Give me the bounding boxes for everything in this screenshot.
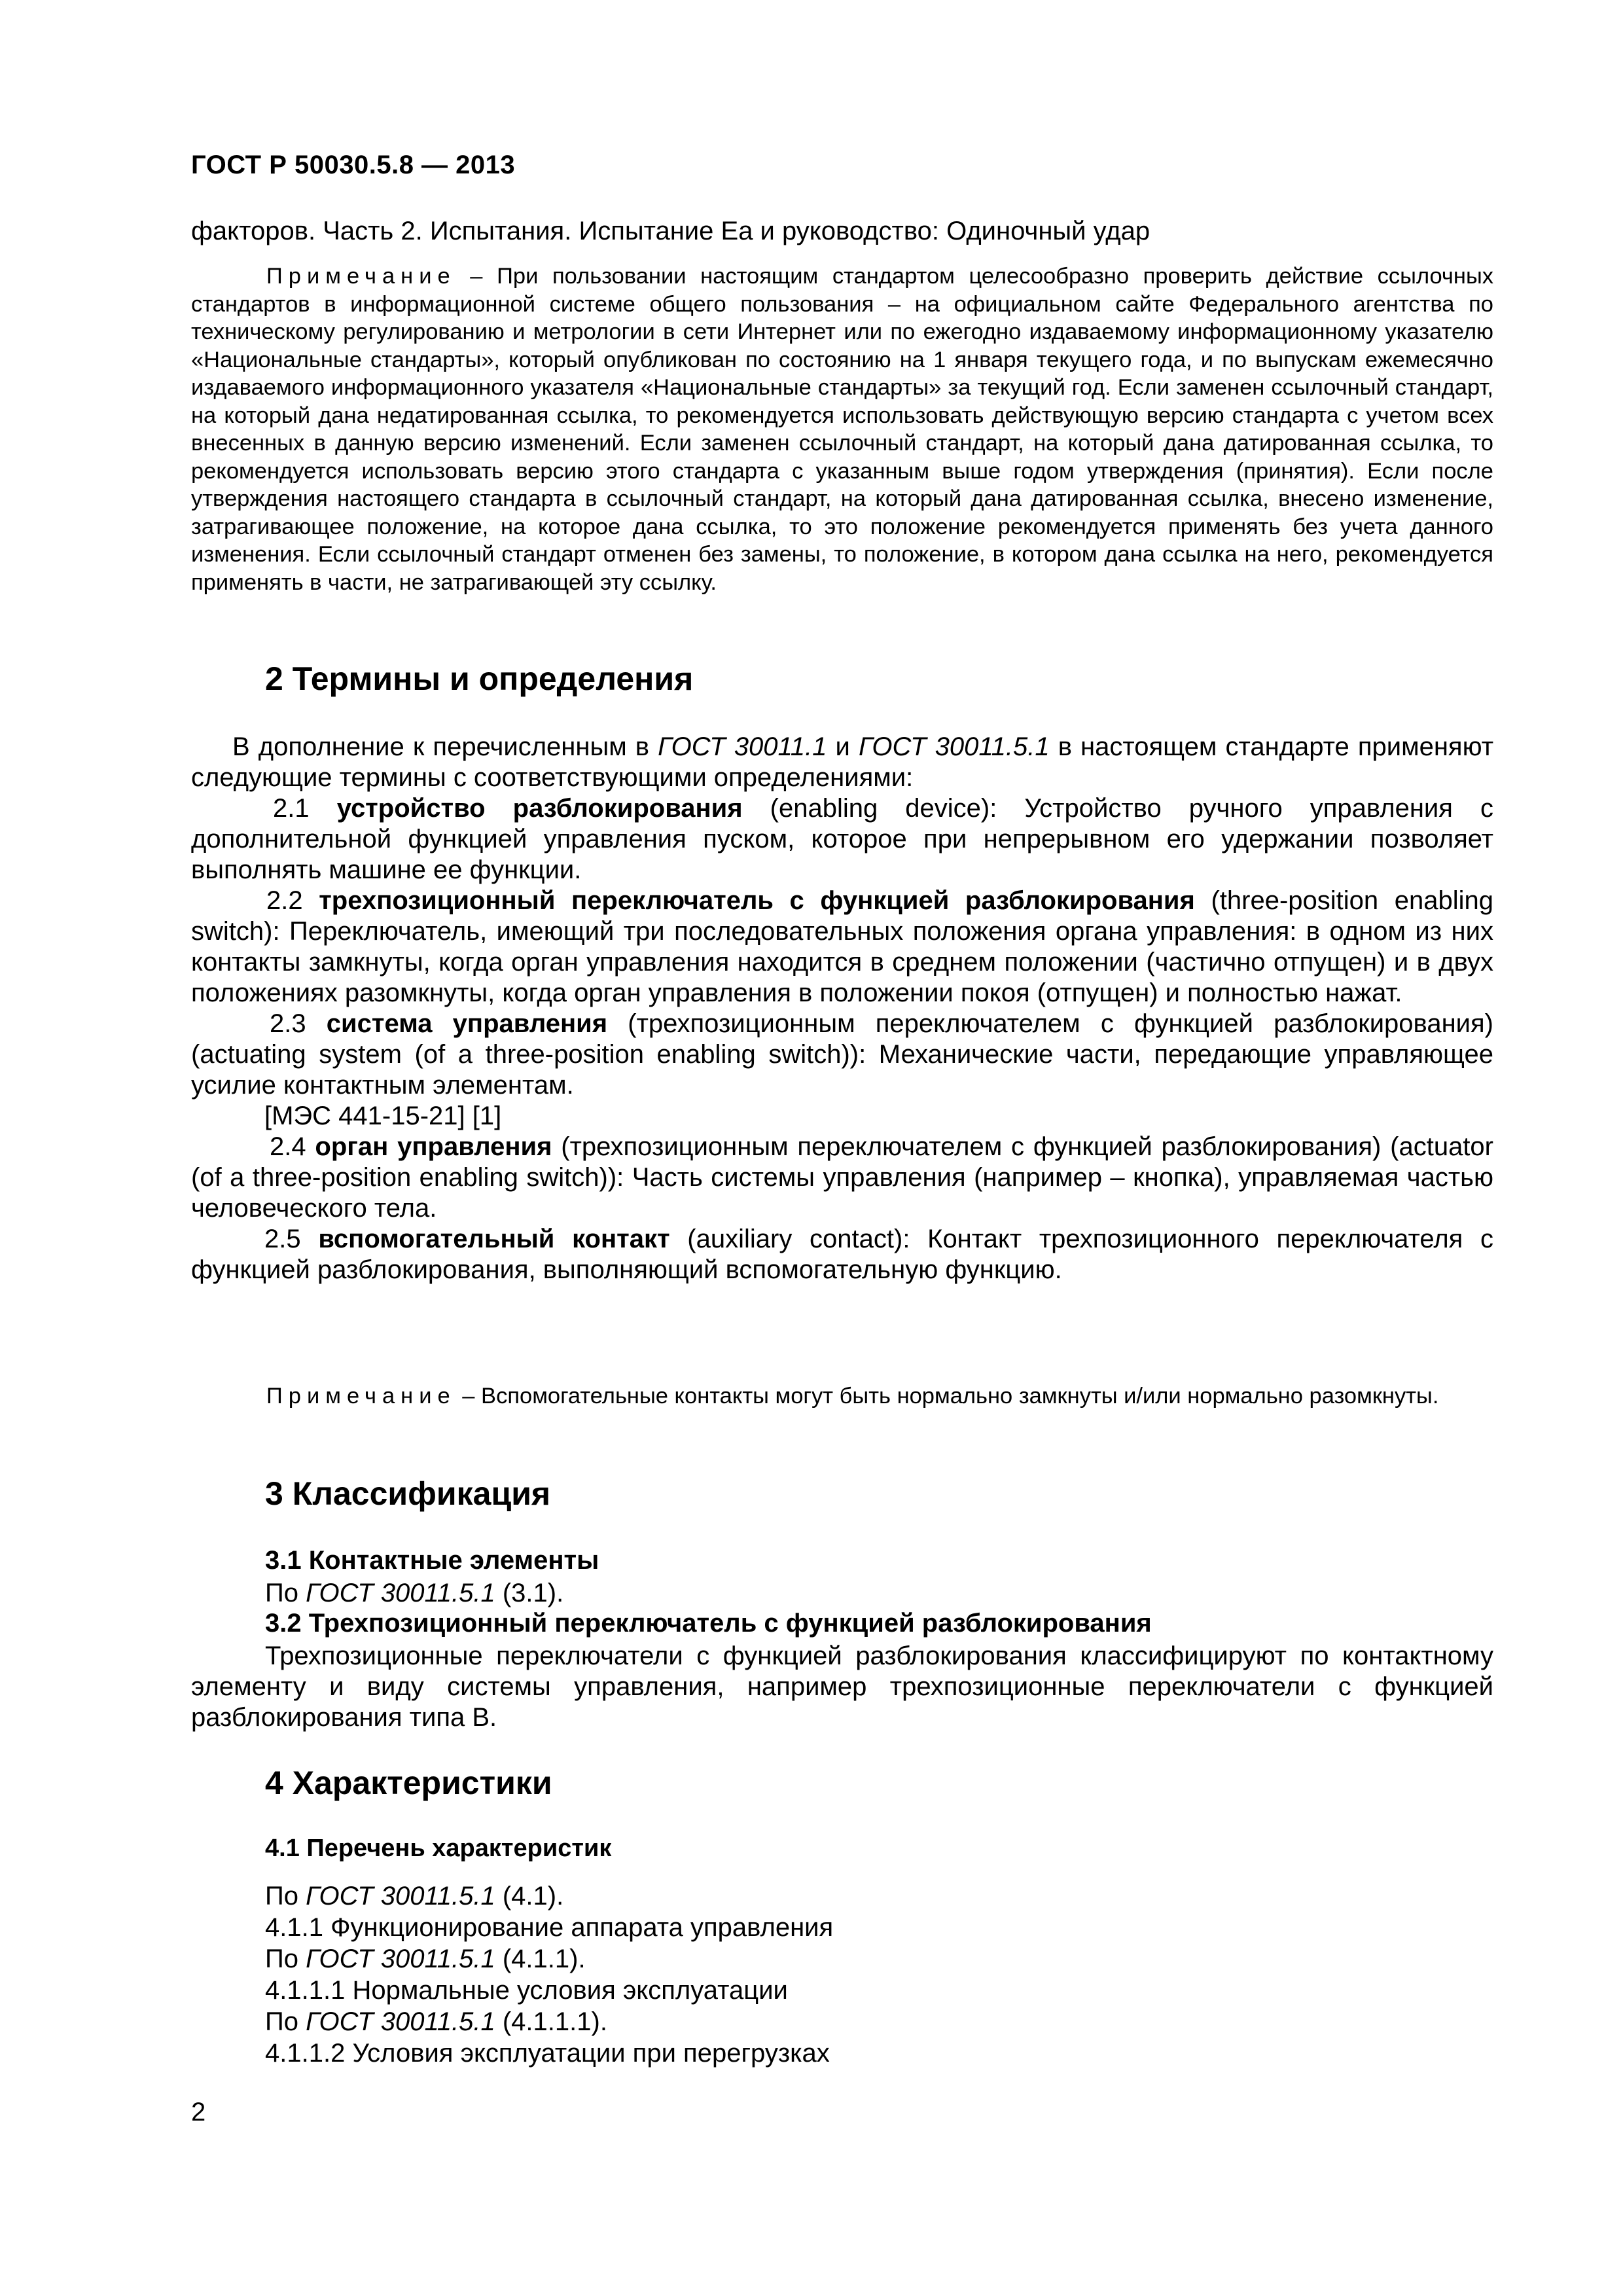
list-line-4-1-1: 4.1.1 Функционирование аппарата управления — [265, 1913, 834, 1942]
section-3-title: 3 Классификация — [265, 1475, 551, 1512]
note-text: – При пользовании настоящим стандартом целесообразно проверить действие ссылочных стандартов в информационной системе общего пользования – на официальном сайте Федерального агентства по техническому регулированию и метрологии в сети Интернет или по ежегодно издаваемому информационному указателю «Национальные стандарты», который опубликован по состоянию на 1 января текущего года, и по выпускам ежемесячно издаваемого информационного указателя «Национальные стандарты» за текущий год. Если заменен ссылочный стандарт, на который дана недатированная ссылка, то рекомендуется использовать действующую версию стандарта с учетом всех внесенных в данную версию изменений. Если заменен ссылочный стандарт, на который дана датированная ссылка, то рекомендуется использовать версию этого стандарта с указанным выше годом утверждения (принятия). Если после утверждения настоящего стандарта в ссылочный стандарт, на который дана датированная ссылка, внесено изменение, затрагивающее положение, на которое дана ссылка, то это положение рекомендуется применять без учета данного изменения. Если ссылочный стандарт отменен без замены, то положение, в котором дана ссылка на него, рекомендуется применять в части, не затрагивающей эту ссылку. — [191, 264, 1493, 595]
term-2-3: 2.3 система управления (трехпозиционным переключателем с функцией разблокирования) (actuating system (of a three-position enabling switch)): Механические части, передающие управляющее усилие контактным элементам. — [191, 1009, 1493, 1100]
ref-gost-30011-5-1: ГОСТ 30011.5.1 — [306, 2007, 495, 2036]
note-text: – Вспомогательные контакты могут быть нормально замкнуты и/или нормально разомкнуты. — [455, 1384, 1439, 1408]
term-2-1: 2.1 устройство разблокирования (enabling device): Устройство ручного управления с дополнительной функцией управления пуском, которое при непрерывном его удержании позволяет выполнять машине ее функции. — [191, 794, 1493, 884]
note-label: Примечание — [266, 264, 456, 289]
ref-gost-30011-5-1: ГОСТ 30011.5.1 — [306, 1945, 495, 1973]
section-2-body — [191, 732, 1493, 1285]
list-line-4-1-ref: По ГОСТ 30011.5.1 (4.1). — [265, 1882, 564, 1910]
section-2-intro: В дополнение к перечисленным в ГОСТ 30011.1 и ГОСТ 30011.5.1 в настоящем стандарте применяют следующие термины с соответствующими определениями: — [191, 732, 1494, 792]
term-name: система управления — [326, 1009, 608, 1038]
ref-gost-30011-5-1: ГОСТ 30011.5.1 — [306, 1882, 495, 1910]
list-line-4-1-1-1: 4.1.1.1 Нормальные условия эксплуатации — [265, 1976, 788, 2005]
list-line-4-1-1-ref: По ГОСТ 30011.5.1 (4.1.1). — [265, 1945, 586, 1973]
subsection-3-1-title: 3.1 Контактные элементы — [265, 1546, 599, 1575]
list-line-4-1-1-2: 4.1.1.2 Условия эксплуатации при перегрузках — [265, 2039, 830, 2068]
term-name: орган управления — [315, 1132, 552, 1161]
continued-reference-text: факторов. Часть 2. Испытания. Испытание Ea и руководство: Одиночный удар — [191, 217, 1150, 245]
subsection-4-1-title: 4.1 Перечень характеристик — [265, 1835, 612, 1862]
section-4-title: 4 Характеристики — [265, 1765, 552, 1801]
note-auxiliary-contacts — [191, 1377, 1493, 1416]
ref-gost-30011-1: ГОСТ 30011.1 — [658, 732, 827, 761]
term-2-4: 2.4 орган управления (трехпозиционным переключателем с функцией разблокирования) (actuator (of a three-position enabling switch)): Часть системы управления (например – кнопка), управляемая частью человеческого тела. — [191, 1132, 1493, 1223]
ref-gost-30011-5-1: ГОСТ 30011.5.1 — [858, 732, 1050, 761]
term-2-5: 2.5 вспомогательный контакт (auxiliary contact): Контакт трехпозиционного переключателя с функцией разблокирования, выполняющий вспомогательную функцию. — [191, 1225, 1494, 1284]
term-name: трехпозиционный переключатель с функцией разблокирования — [319, 886, 1195, 915]
subsection-3-2-text: Трехпозиционные переключатели с функцией разблокирования классифицируют по контактному элементу и виду системы управления, например трехпозиционные переключатели с функцией разблокирования типа В. — [191, 1641, 1493, 1732]
term-name: устройство разблокирования — [336, 794, 743, 823]
page-number: 2 — [191, 2098, 206, 2126]
note-references — [191, 262, 1493, 596]
ref-gost-30011-5-1: ГОСТ 30011.5.1 — [306, 1579, 495, 1607]
term-2-2: 2.2 трехпозиционный переключатель с функцией разблокирования (three-position enabling switch): Переключатель, имеющий три последовательных положения органа управления: в одном из них контакты замкнуты, когда орган управления находится в среднем положении (частично отпущен) и в двух положениях разомкнуты, когда орган управления в положении покоя (отпущен) и полностью нажат. — [191, 886, 1493, 1007]
section-2-title: 2 Термины и определения — [265, 660, 694, 697]
standard-code-header: ГОСТ Р 50030.5.8 — 2013 — [191, 151, 516, 179]
list-line-4-1-1-1-ref: По ГОСТ 30011.5.1 (4.1.1.1). — [265, 2007, 607, 2036]
term-name: вспомогательный контакт — [318, 1225, 670, 1253]
subsection-3-1-text: По ГОСТ 30011.5.1 (3.1). — [265, 1579, 564, 1607]
term-2-3-source: [МЭС 441-15-21] [1] — [264, 1102, 502, 1130]
note-label: Примечание — [266, 1384, 456, 1408]
subsection-3-2-title: 3.2 Трехпозиционный переключатель с функцией разблокирования — [265, 1609, 1152, 1638]
